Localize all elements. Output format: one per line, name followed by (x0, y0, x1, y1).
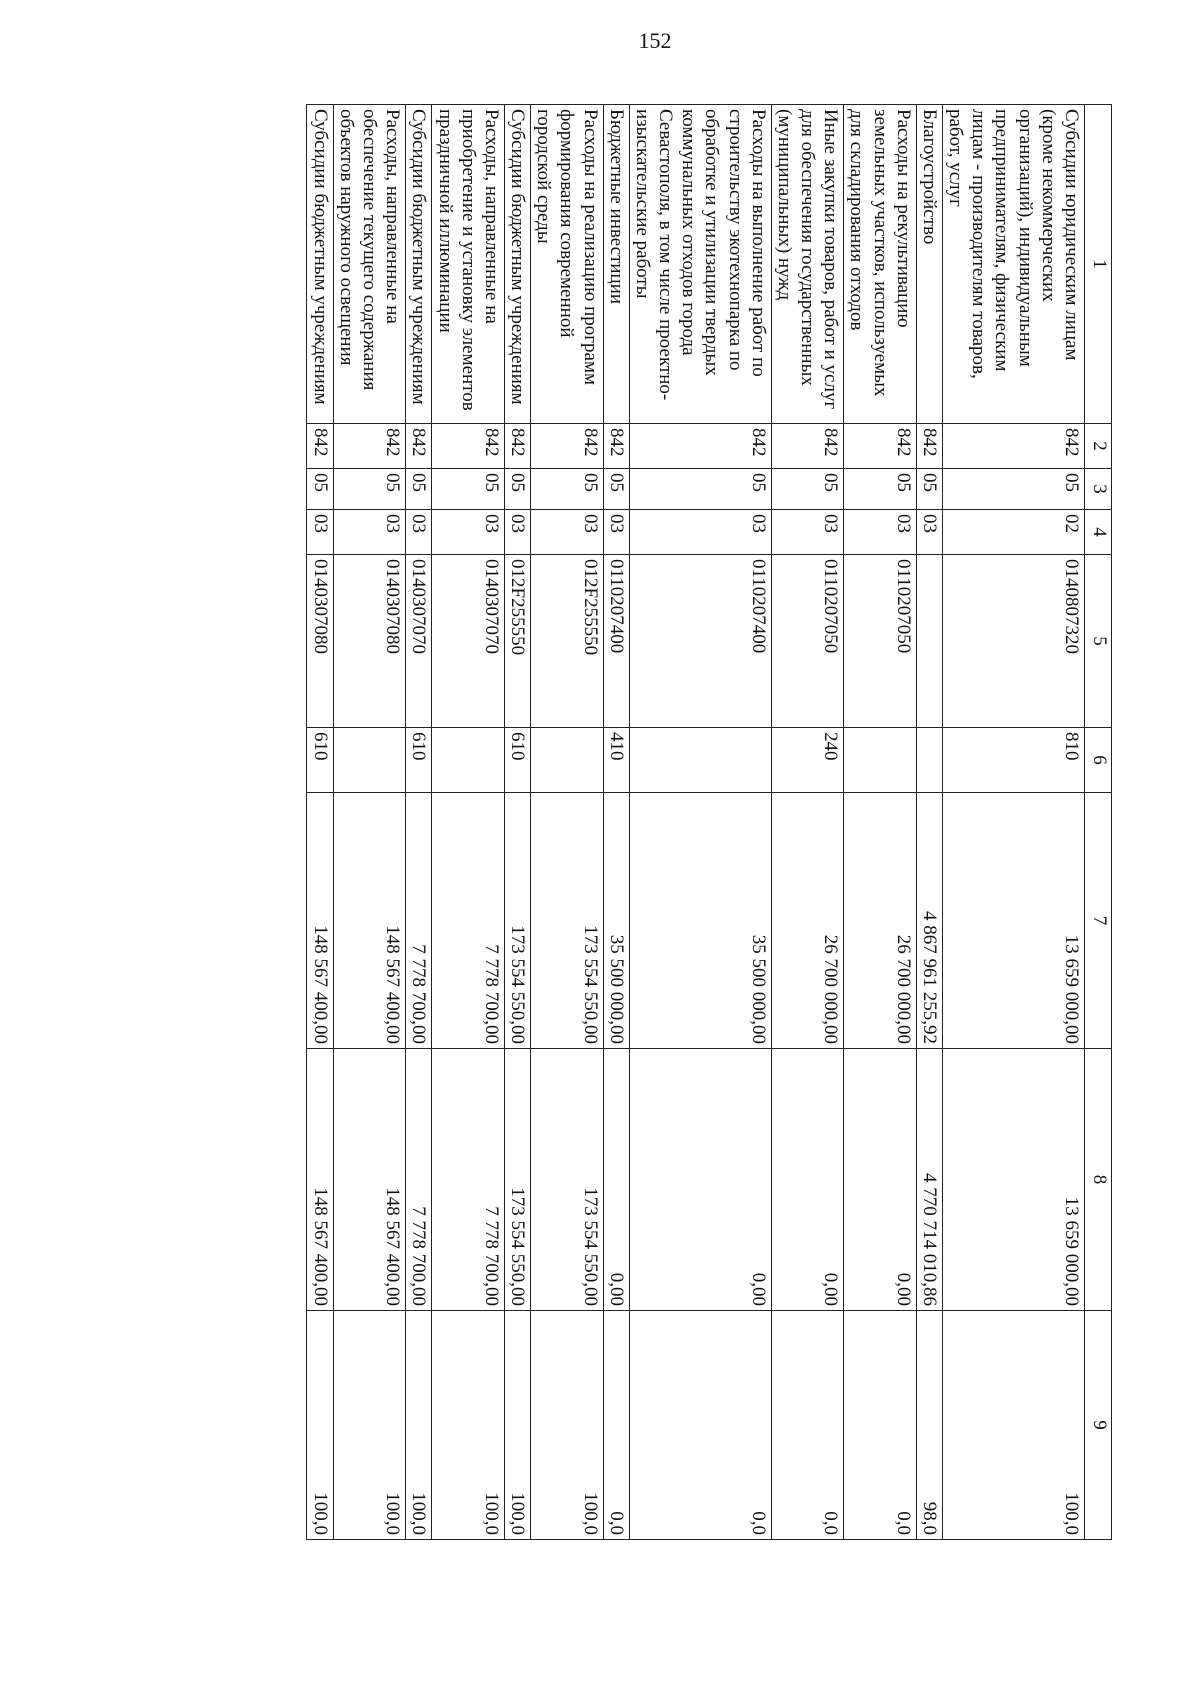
cell-planned-amount: 148 567 400,00 (333, 793, 406, 1049)
cell-executed-amount: 0,00 (771, 1049, 844, 1311)
budget-table (307, 104, 1113, 1540)
table-body (307, 105, 1085, 1540)
cell-section: 05 (531, 469, 604, 510)
cell-executed-amount: 148 567 400,00 (307, 1049, 333, 1311)
cell-planned-amount: 173 554 550,00 (531, 793, 604, 1049)
cell-grbs: 842 (771, 424, 844, 469)
cell-target-article: 0110207400 (629, 555, 771, 728)
table-row (916, 105, 942, 1540)
cell-expense-type: 810 (942, 728, 1084, 793)
cell-executed-amount: 0,00 (844, 1049, 917, 1311)
cell-expense-type (844, 728, 917, 793)
cell-target-article: 0110207050 (771, 555, 844, 728)
cell-percent: 100,0 (307, 1311, 333, 1540)
cell-section: 05 (603, 469, 629, 510)
cell-target-article: 0140807320 (942, 555, 1084, 728)
cell-grbs: 842 (504, 424, 530, 469)
cell-percent: 0,0 (771, 1311, 844, 1540)
cell-section: 05 (629, 469, 771, 510)
cell-executed-amount: 0,00 (603, 1049, 629, 1311)
cell-section: 05 (333, 469, 406, 510)
table-row (333, 105, 406, 1540)
cell-percent: 0,0 (844, 1311, 917, 1540)
table-row (504, 105, 530, 1540)
cell-description: Иные закупки товаров, работ и услуг для обеспечения государственных (муниципальных) нужд (771, 105, 844, 424)
rotated-table-container (192, 104, 1112, 1539)
cell-expense-type: 610 (504, 728, 530, 793)
cell-subsection: 03 (844, 510, 917, 555)
cell-description: Расходы на реализацию программ формирования современной городской среды (531, 105, 604, 424)
cell-percent: 100,0 (406, 1311, 432, 1540)
cell-expense-type: 240 (771, 728, 844, 793)
cell-section: 05 (406, 469, 432, 510)
cell-executed-amount: 4 770 714 010,86 (916, 1049, 942, 1311)
cell-target-article (916, 555, 942, 728)
table-row (432, 105, 505, 1540)
cell-executed-amount: 173 554 550,00 (531, 1049, 604, 1311)
cell-grbs: 842 (333, 424, 406, 469)
cell-percent: 100,0 (333, 1311, 406, 1540)
cell-grbs: 842 (603, 424, 629, 469)
cell-planned-amount: 35 500 000,00 (603, 793, 629, 1049)
cell-grbs: 842 (844, 424, 917, 469)
cell-executed-amount: 7 778 700,00 (406, 1049, 432, 1311)
cell-percent: 100,0 (504, 1311, 530, 1540)
cell-planned-amount: 35 500 000,00 (629, 793, 771, 1049)
cell-planned-amount: 173 554 550,00 (504, 793, 530, 1049)
table-row (942, 105, 1084, 1540)
cell-subsection: 03 (307, 510, 333, 555)
cell-percent: 98,0 (916, 1311, 942, 1540)
cell-executed-amount: 7 778 700,00 (432, 1049, 505, 1311)
cell-description: Расходы на выполнение работ по строительству экотехнопарка по обработке и утилизации твердых коммунальных отходов города Севастополя, в том числе проектно-изыскательские работы (629, 105, 771, 424)
cell-target-article: 0110207400 (603, 555, 629, 728)
column-header-8: 8 (1085, 1049, 1112, 1311)
cell-subsection: 03 (333, 510, 406, 555)
cell-description: Расходы на рекультивацию земельных участков, используемых для складирования отходов (844, 105, 917, 424)
cell-expense-type: 610 (406, 728, 432, 793)
cell-percent: 100,0 (531, 1311, 604, 1540)
table-row (406, 105, 432, 1540)
table-row (603, 105, 629, 1540)
cell-section: 05 (504, 469, 530, 510)
cell-description: Субсидии юридическим лицам (кроме некоммерческих организаций), индивидуальным предпринимателям, физическим лицам - производителям товаров, работ, услуг (942, 105, 1084, 424)
cell-section: 05 (771, 469, 844, 510)
cell-executed-amount: 148 567 400,00 (333, 1049, 406, 1311)
cell-grbs: 842 (307, 424, 333, 469)
table-row (844, 105, 917, 1540)
cell-grbs: 842 (942, 424, 1084, 469)
cell-executed-amount: 173 554 550,00 (504, 1049, 530, 1311)
cell-grbs: 842 (406, 424, 432, 469)
cell-description: Субсидии бюджетным учреждениям (307, 105, 333, 424)
cell-subsection: 02 (942, 510, 1084, 555)
cell-subsection: 03 (603, 510, 629, 555)
cell-percent: 0,0 (629, 1311, 771, 1540)
cell-subsection: 03 (432, 510, 505, 555)
cell-planned-amount: 148 567 400,00 (307, 793, 333, 1049)
cell-planned-amount: 26 700 000,00 (771, 793, 844, 1049)
cell-expense-type: 410 (603, 728, 629, 793)
cell-description: Благоустройство (916, 105, 942, 424)
cell-description: Расходы, направленные на приобретение и установку элементов праздничной иллюминации (432, 105, 505, 424)
cell-planned-amount: 7 778 700,00 (406, 793, 432, 1049)
table-row (307, 105, 333, 1540)
table-row (629, 105, 771, 1540)
cell-subsection: 03 (629, 510, 771, 555)
column-header-5: 5 (1085, 555, 1112, 728)
cell-subsection: 03 (916, 510, 942, 555)
cell-executed-amount: 0,00 (629, 1049, 771, 1311)
cell-section: 05 (916, 469, 942, 510)
cell-target-article: 0140307080 (333, 555, 406, 728)
cell-target-article: 0140307070 (406, 555, 432, 728)
cell-section: 05 (307, 469, 333, 510)
cell-percent: 100,0 (432, 1311, 505, 1540)
cell-subsection: 03 (771, 510, 844, 555)
cell-percent: 100,0 (942, 1311, 1084, 1540)
cell-percent: 0,0 (603, 1311, 629, 1540)
table-row (771, 105, 844, 1540)
cell-expense-type (432, 728, 505, 793)
cell-target-article: 0140307070 (432, 555, 505, 728)
header-row (1085, 105, 1112, 1540)
cell-target-article: 0110207050 (844, 555, 917, 728)
column-header-9: 9 (1085, 1311, 1112, 1540)
column-header-6: 6 (1085, 728, 1112, 793)
column-header-1: 1 (1085, 105, 1112, 424)
cell-subsection: 03 (406, 510, 432, 555)
column-header-4: 4 (1085, 510, 1112, 555)
table-header (1085, 105, 1112, 1540)
cell-expense-type: 610 (307, 728, 333, 793)
cell-executed-amount: 13 659 000,00 (942, 1049, 1084, 1311)
cell-expense-type (916, 728, 942, 793)
cell-section: 05 (844, 469, 917, 510)
cell-section: 05 (432, 469, 505, 510)
cell-description: Субсидии бюджетным учреждениям (504, 105, 530, 424)
cell-target-article: 012F255550 (531, 555, 604, 728)
column-header-2: 2 (1085, 424, 1112, 469)
cell-section: 05 (942, 469, 1084, 510)
cell-grbs: 842 (432, 424, 505, 469)
cell-expense-type (531, 728, 604, 793)
cell-description: Бюджетные инвестиции (603, 105, 629, 424)
cell-planned-amount: 7 778 700,00 (432, 793, 505, 1049)
cell-description: Субсидии бюджетным учреждениям (406, 105, 432, 424)
column-header-7: 7 (1085, 793, 1112, 1049)
page-number: 152 (638, 28, 672, 53)
cell-expense-type (333, 728, 406, 793)
cell-target-article: 0140307080 (307, 555, 333, 728)
cell-subsection: 03 (531, 510, 604, 555)
cell-description: Расходы, направленные на обеспечение текущего содержания объектов наружного освещения (333, 105, 406, 424)
cell-planned-amount: 26 700 000,00 (844, 793, 917, 1049)
cell-target-article: 012F255550 (504, 555, 530, 728)
cell-subsection: 03 (504, 510, 530, 555)
table-row (531, 105, 604, 1540)
cell-planned-amount: 13 659 000,00 (942, 793, 1084, 1049)
cell-grbs: 842 (531, 424, 604, 469)
cell-grbs: 842 (916, 424, 942, 469)
cell-grbs: 842 (629, 424, 771, 469)
cell-expense-type (629, 728, 771, 793)
cell-planned-amount: 4 867 961 255,92 (916, 793, 942, 1049)
column-header-3: 3 (1085, 469, 1112, 510)
